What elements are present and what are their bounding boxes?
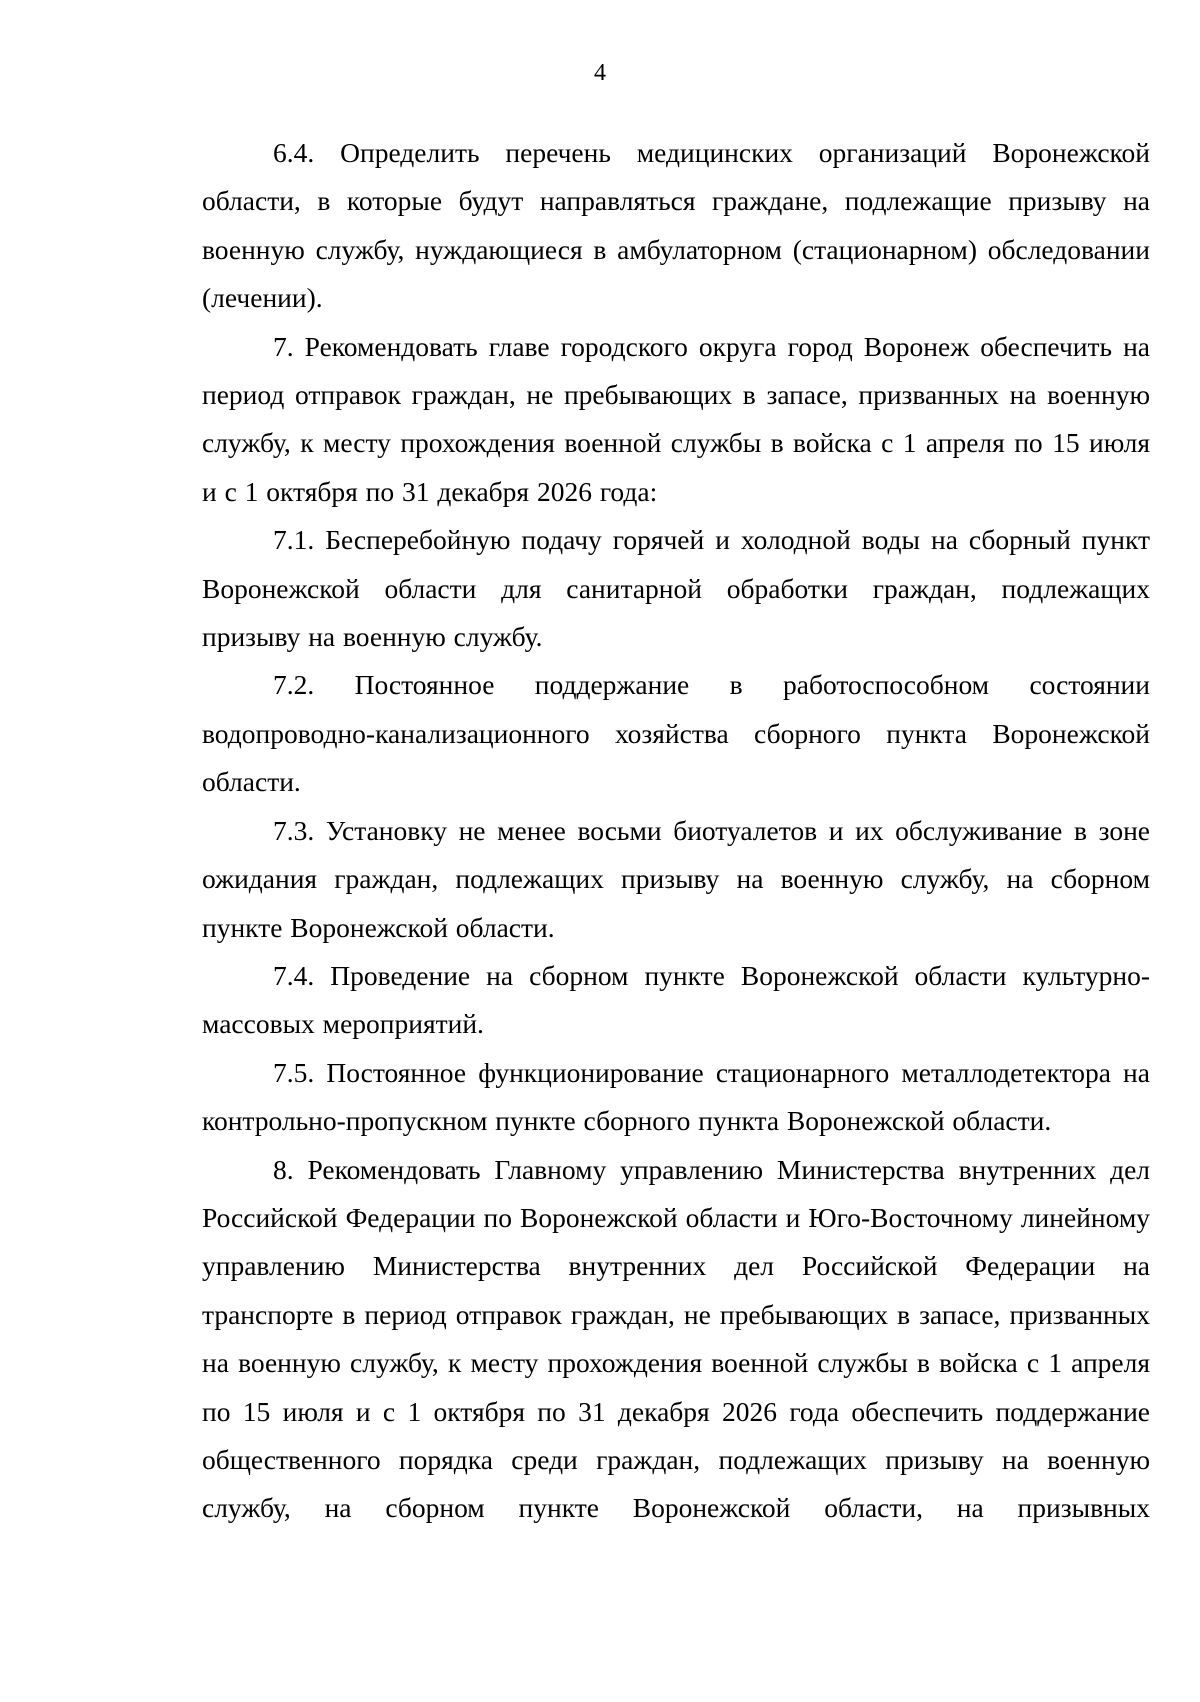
- page-number: 4: [594, 60, 606, 86]
- paragraph-7-3: 7.3. Установку не менее восьми биотуалетов и их обслуживание в зоне ожидания граждан, подлежащих призыву на военную службу, на сборном пункте Воронежской области.: [202, 814, 1150, 943]
- paragraph-8: 8. Рекомендовать Главному управлению Министерства внутренних дел Российской Федерации по Воронежской области и Юго-Восточному линейному управлению Министерства внутренних дел Российской Федерации на транспорте в период отправок граждан, не пребывающих в запасе, призванных на военную службу, к месту прохождения военной службы в войска с 1 апреля по 15 июля и с 1 октября по 31 декабря 2026 года обеспечить поддержание общественного порядка среди граждан, подлежащих призыву на военную службу, на сборном пункте Воронежской области, на призывных: [202, 1153, 1150, 1524]
- paragraph-7-5: 7.5. Постоянное функционирование стационарного металлодетектора на контрольно-пропускном пункте сборного пункта Воронежской области.: [202, 1056, 1150, 1137]
- document-body: [202, 129, 1150, 1533]
- paragraph-6-4: 6.4. Определить перечень медицинских организаций Воронежской области, в которые будут направляться граждане, подлежащие призыву на военную службу, нуждающиеся в амбулаторном (стационарном) обследовании (лечении).: [202, 137, 1150, 314]
- paragraph-7-4: 7.4. Проведение на сборном пункте Воронежской области культурно-массовых мероприятий.: [202, 959, 1150, 1040]
- paragraph-7-1: 7.1. Бесперебойную подачу горячей и холодной воды на сборный пункт Воронежской области для санитарной обработки граждан, подлежащих призыву на военную службу.: [202, 524, 1150, 653]
- paragraph-7: 7. Рекомендовать главе городского округа город Воронеж обеспечить на период отправок граждан, не пребывающих в запасе, призванных на военную службу, к месту прохождения военной службы в войска с 1 апреля по 15 июля и с 1 октября по 31 декабря 2026 года:: [202, 330, 1150, 507]
- paragraph-7-2: 7.2. Постоянное поддержание в работоспособном состоянии водопроводно-канализационного хозяйства сборного пункта Воронежской области.: [202, 669, 1150, 798]
